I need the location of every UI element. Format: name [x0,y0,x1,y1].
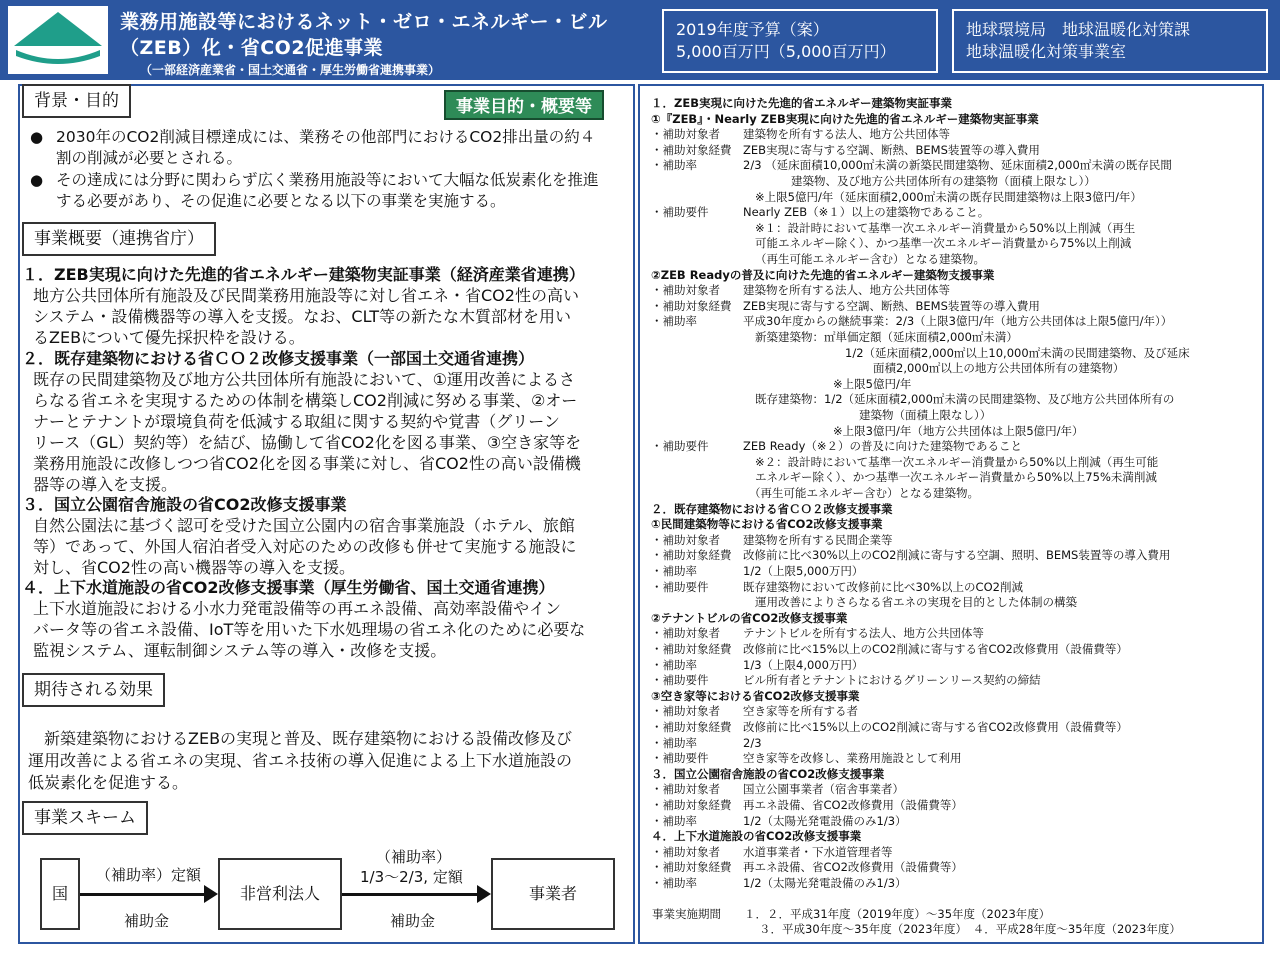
purpose-line: 新築建築物：㎡単価定額（延床面積2,000㎡未満） [755,330,1018,344]
purpose-line: ・補助率 1/3（上限4,000万円） [651,657,864,672]
overview-body-line: 器等の導入を支援。 [33,475,178,494]
effect-line: 運用改善による省エネの実現、省エネ技術の導入促進による上下水道施設の [28,751,573,770]
purpose-line: 建築物（面積上限なし）） [859,408,992,422]
purpose-line: ・補助対象経費 再エネ設備、省CO2改修費用（設備費等） [651,798,963,812]
purpose-heading: ③空き家等における省CO2改修支援事業 [651,688,860,703]
purpose-line: ※１：設計時において基準一次エネルギー消費量から50%以上削減（再生 [755,220,1136,235]
purpose-line: ・補助要件 ビル所有者とテナントにおけるグリーンリース契約の締結 [651,673,1041,688]
department-name: 地球環境局 地球温暖化対策課 [966,20,1191,39]
purpose-line: 可能エネルギー除く）、かつ基準一次エネルギー消費量から75%以上削減 [755,236,1132,251]
overview-body-line: ナーとテナントが環境負荷を低減する取組に関する契約や覚書（グリーン [33,412,560,431]
purpose-line: ・補助率 平成30年度からの継続事業：2/3（上限3億円/年（地方公共団体は上限5億円/年）） [651,314,1173,329]
purpose-line: ・補助要件 既存建築物において改修前に比べ30%以上のCO2削減 [651,579,1023,594]
purpose-heading: ４．上下水道施設の省CO2改修支援事業 [651,829,862,844]
purpose-line: ・補助率 1/2（太陽光発電設備のみ1/3） [651,876,907,890]
purpose-line: ・補助要件 ZEB Ready（※２）の普及に向けた建築物であること [651,439,1023,454]
purpose-line: ・補助率 2/3 （延床面積10,000㎡未満の新築民間建築物、延床面積2,000㎡未満の既存民間 [651,158,1172,173]
overview-body-line: 上下水道施設における小水力発電設備等の再エネ設備、高効率設備やイン [33,599,562,618]
purpose-heading: １．ZEB実現に向けた先進的省エネルギー建築物実証事業 [651,96,952,110]
purpose-line: ・補助対象経費 再エネ設備、省CO2改修費用（設備費等） [651,860,963,875]
background-bullet: ● 2030年のCO2削減目標達成には、業務その他部門におけるCO2排出量の約４割の削減が必要とされる。 [30,128,596,167]
purpose-heading: ２．既存建築物における省ＣＯ２改修支援事業 [651,501,893,516]
purpose-line: ※上限5億円/年 [833,376,912,391]
purpose-heading: ①民間建築物等における省CO2改修支援事業 [651,517,883,532]
purpose-line: ・補助率 1/2（太陽光発電設備のみ1/3） [651,813,907,828]
logo [8,6,108,74]
overview-body-line: 対し、省CO2性の高い機器等の導入を支援。 [33,558,355,577]
purpose-heading: ３．国立公園宿舎施設の省CO2改修支援事業 [651,766,885,781]
purpose-heading: ②ZEB Readyの普及に向けた先進的省エネルギー建築物支援事業 [651,267,995,282]
effect-line: 新築建築物におけるZEBの実現と普及、既存建築物における設備改修及び [28,729,573,748]
purpose-line: 運用改善によりさらなる省エネの実現を目的とした体制の構築 [755,595,1077,610]
overview-body-line: システム・設備機器等の導入を支援。なお、CLT等の新たな木質部材を用い [33,307,572,326]
title-block [112,6,650,76]
purpose-line: ※上限5億円/年（延床面積2,000㎡未満の既存民間建築物は上限3億円/年） [755,189,1142,204]
overview-body-line: 監視システム、運転制御システム等の導入・改修を支援。 [33,641,447,660]
scheme-box-operator: 事業者 [491,858,615,930]
scheme-box-country: 国 [40,858,80,930]
budget-box [662,9,938,73]
overview-label: 事業概要（連携省庁） [22,222,216,256]
purpose-line: ・補助要件 空き家等を改修し、業務用施設として利用 [651,751,962,766]
purpose-line: ・補助率 1/2（上限5,000万円） [651,564,864,578]
scheme-rate-label: （補助率）定額 [96,866,202,884]
arrow-right-icon [204,885,218,903]
budget-amount: 5,000百万円（5,000百万円） [676,42,896,61]
purpose-line: ・補助対象経費 改修前に比べ15%以上のCO2削減に寄与する省CO2改修費用（設備費等） [651,720,1128,734]
scheme-rate-value: 1/3～2/3, 定額 [360,868,463,886]
purpose-heading: ①『ZEB』・Nearly ZEB実現に向けた先進的省エネルギー建築物実証事業 [651,111,1039,126]
overview-body-line: 業務用施設に改修しつつ省CO2化を図る事業に対し、省CO2性の高い設備機 [33,454,581,473]
overview-body-line: 地方公共団体所有施設及び民間業務用施設等に対し省エネ・省CO2性の高い [33,286,579,305]
overview-heading: ４．上下水道施設の省CO2改修支援事業（厚生労働省、国土交通省連携） [22,578,555,597]
purpose-line: ・補助率 2/3 [651,735,762,750]
background-label: 背景・目的 [22,84,131,118]
purpose-heading: ②テナントビルの省CO2改修支援事業 [651,610,848,625]
purpose-line: ・補助対象者 建築物を所有する法人、地方公共団体等 [651,283,950,298]
overview-body-line: るZEBについて優先採択枠を設ける。 [33,328,305,347]
effect-text [28,728,628,794]
scheme-arrow-line [342,893,477,896]
purpose-line: ・補助対象者 空き家等を所有する者 [651,704,858,719]
purpose-line: ・補助対象経費 ZEB実現に寄与する空調、断熱、BEMS装置等の導入費用 [651,142,1040,157]
overview-heading: ２．既存建築物における省ＣＯ２改修支援事業（一部国土交通省連携） [22,349,535,368]
period-line: ３．平成30年度～35年度（2023年度） ４．平成28年度～35年度（2023年度） [759,922,1181,936]
purpose-line: 既存建築物：1/2（延床面積2,000㎡未満の民間建築物、及び地方公共団体所有の [755,392,1175,407]
purpose-line: ・補助対象者 建築物を所有する法人、地方公共団体等 [651,127,950,142]
scheme-subsidy-label: 補助金 [124,912,170,930]
purpose-label: 事業目的・概要等 [444,90,604,120]
purpose-line: （再生可能エネルギー含む）となる建築物。 [749,486,979,500]
page-title-continued: （ZEB）化・省CO2促進事業 [120,37,384,59]
effect-label: 期待される効果 [22,673,165,707]
purpose-line: 1/2（延床面積2,000㎡以上10,000㎡未満の民間建築物、及び延床 [845,345,1190,360]
overview-body-line: らなる省エネを実現するための体制を構築しCO2削減に努める事業、②オー [33,391,578,410]
purpose-line: （再生可能エネルギー含む）となる建築物。 [755,252,985,266]
purpose-line: エネルギー除く）、かつ基準一次エネルギー消費量から50%以上75%未満削減 [755,470,1157,485]
arrow-right-icon [477,885,491,903]
scheme-rate-label: （補助率） [376,848,452,866]
department-office: 地球温暖化対策事業室 [966,42,1127,61]
overview-body-line: バータ等の省エネ設備、IoT等を用いた下水処理場の省エネ化のために必要な [33,620,586,639]
purpose-line: ・補助要件 Nearly ZEB（※１）以上の建築物であること。 [651,205,990,220]
purpose-line: ・補助対象者 テナントビルを所有する法人、地方公共団体等 [651,626,984,641]
background-bullet: ● その達成には分野に関わらず広く業務用施設等において大幅な低炭素化を推進する必要があり、その促進に必要となる以下の事業を実施する。 [30,171,599,210]
bullet-dot: ● [30,128,44,146]
purpose-line: ・補助対象経費 改修前に比べ15%以上のCO2削減に寄与する省CO2改修費用（設備費等） [651,642,1128,656]
page-title: 業務用施設等におけるネット・ゼロ・エネルギー・ビル [120,11,608,33]
purpose-line: ※上限3億円/年（地方公共団体は上限5億円/年） [833,423,1084,438]
scheme-box-npo: 非営利法人 [218,858,342,930]
effect-line: 低炭素化を促進する。 [28,773,189,792]
scheme-arrow-line [80,893,204,896]
header-bar [0,0,1280,80]
scheme-subsidy-label: 補助金 [390,912,436,930]
overview-body-line: リース（GL）契約等）を結び、協働して省CO2化を図る事業、③空き家等を [33,433,582,452]
overview-body-line: 等）であって、外国人宿泊者受入対応のための改修も併せて実施する施設に [33,537,577,556]
bullet-dot: ● [30,171,44,189]
purpose-line: 建築物、及び地方公共団体所有の建築物（面積上限なし）） [791,174,1096,188]
purpose-line: ・補助対象経費 ZEB実現に寄与する空調、断熱、BEMS装置等の導入費用 [651,298,1040,313]
period-line: 事業実施期間 １．２．平成31年度（2019年度）～35年度（2023年度） [652,907,1051,921]
purpose-line: ・補助対象経費 改修前に比べ30%以上のCO2削減に寄与する空調、照明、BEMS装置等の導入費用 [651,548,1171,563]
overview-heading: ３．国立公園宿舎施設の省CO2改修支援事業 [22,495,347,514]
purpose-line: 面積2,000㎡以上の地方公共団体所有の建築物） [873,361,1125,376]
overview-body-line: 既存の民間建築物及び地方公共団体所有施設において、①運用改善によるさ [33,370,576,389]
purpose-line: ・補助対象者 建築物を所有する民間企業等 [651,532,893,547]
purpose-line: ※２：設計時において基準一次エネルギー消費量から50%以上削減（再生可能 [755,454,1159,469]
mountain-logo-icon [8,6,108,74]
scheme-label: 事業スキーム [22,801,148,835]
purpose-line: ・補助対象者 水道事業者・下水道管理者等 [651,844,893,859]
department-box [952,9,1268,73]
purpose-line: ・補助対象者 国立公園事業者（宿舎事業者） [651,782,904,797]
page-subtitle: （一部経済産業省・国土交通省・厚生労働省連携事業） [140,63,441,77]
overview-body-line: 自然公園法に基づく認可を受けた国立公園内の宿舎事業施設（ホテル、旅館 [33,516,575,535]
overview-heading: １．ZEB実現に向けた先進的省エネルギー建築物実証事業（経済産業省連携） [22,265,585,284]
budget-year: 2019年度予算（案） [676,20,829,39]
